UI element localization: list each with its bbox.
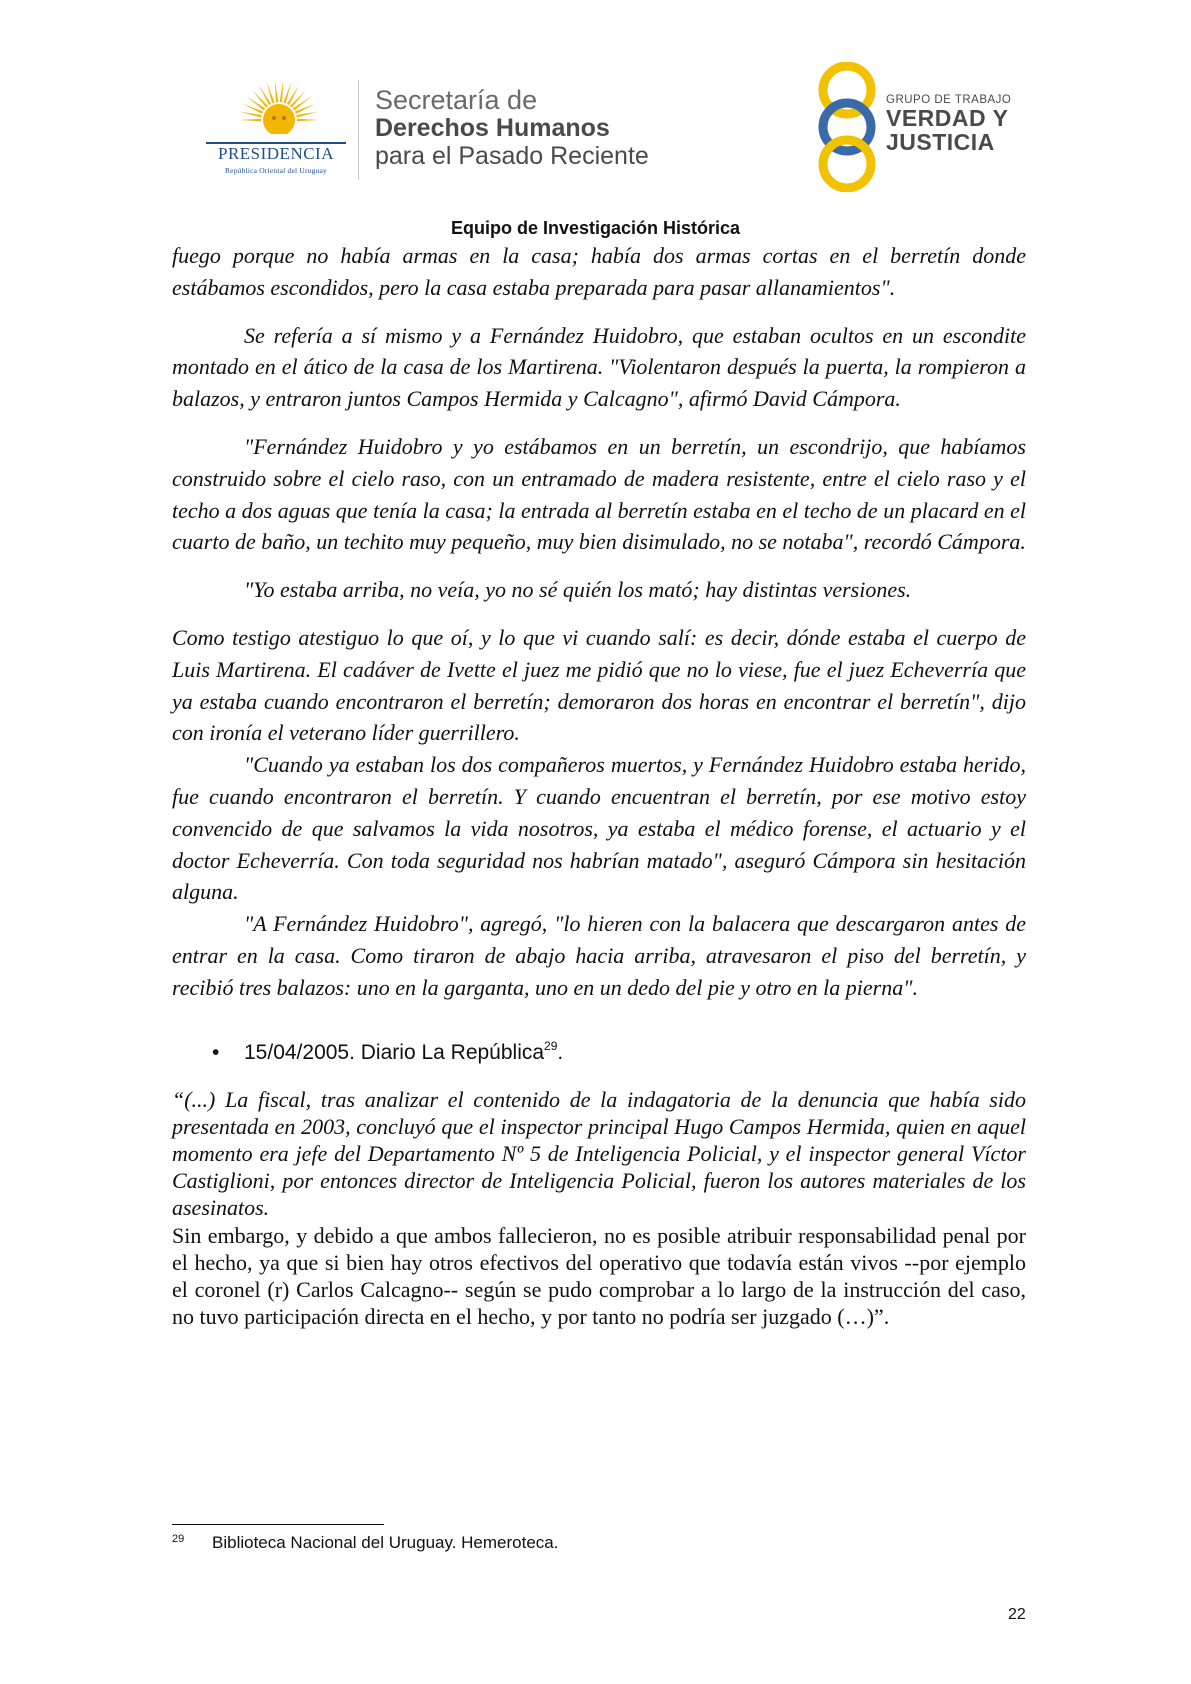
paragraph-6: "Cuando ya estaban los dos compañeros muertos, y Fernández Huidobro estaba herido, fue cuando encontraron el berretín. Y cuando encuentran el berretín, por ese motivo estoy convencido de que salvamos la vida nosotros, ya estaba el médico forense, el actuario y el doctor Echeverría. Con toda seguridad nos habrían matado", aseguró Cámpora sin hesitación alguna. [172, 752, 1026, 905]
bullet-item [172, 1038, 1026, 1068]
sun-ray [287, 85, 299, 105]
sun-ray [280, 80, 284, 102]
presidencia-subtitle: República Oriental del Uruguay [224, 166, 327, 175]
paragraph-2: Se refería a sí mismo y a Fernández Huidobro, que estaban ocultos en un escondite montado en el ático de la casa de los Martirena. "Violentaron después la puerta, la rompieron a balazos, y entraron juntos Campos Hermida y Calcagno", afirmó David Cámpora. [172, 322, 1026, 412]
secretaria-logo-text [375, 86, 649, 170]
bullet-end: . [557, 1040, 564, 1064]
document-body [172, 240, 1026, 1330]
bullet-text: 15/04/2005. Diario La República [244, 1040, 545, 1064]
page-header [0, 0, 1191, 238]
sun-ray [275, 80, 279, 102]
sun-ray [297, 119, 319, 122]
quote-paragraph: “(...) La fiscal, tras analizar el contenido de la indagatoria de la denuncia que había sido presentada en 2003, concluyó que el inspector principal Hugo Campos Hermida, quien en aquel momento era jefe del Departamento Nº 5 de Inteligencia Policial, y el inspector general Víctor Castiglioni, por entonces director de Inteligencia Policial, fueron los autores materiales de los asesinatos. [172, 1086, 1026, 1221]
footnote-number: 29 [172, 1533, 185, 1545]
page-number: 22 [1008, 1606, 1026, 1623]
sun-ray [259, 85, 271, 105]
secretaria-line-1: Secretaría de [375, 85, 538, 115]
footnote-separator [172, 1524, 384, 1525]
presidencia-name: PRESIDENCIA [217, 144, 334, 163]
quote-plain-paragraph: Sin embargo, y debido a que ambos fallecieron, no es posible atribuir responsabilidad penal por el hecho, ya que si bien hay otros efectivos del operativo que todavía están vivos --por ejemplo el coronel (r) Carlos Calcagno-- según se pudo comprobar a lo largo de la instrucción del caso, no tuvo participación directa en el hecho, y por tanto no podría ser juzgado (…)”. [172, 1222, 1026, 1330]
equipo-title: Equipo de Investigación Histórica [450, 218, 741, 238]
footnote [172, 1533, 558, 1553]
footnote-ref: 29 [544, 1038, 558, 1053]
footnote-text: Biblioteca Nacional del Uruguay. Hemeroteca. [212, 1533, 559, 1552]
paragraph-5: Como testigo atestiguo lo que oí, y lo que vi cuando salí: es decir, dónde estaba el cuerpo de Luis Martirena. El cadáver de Ivette el juez me pidió que no lo viese, fue el juez Echeverría que ya estaba cuando encontraron el berretín; demoraron dos horas en encontrar el berretín", dijo con ironía el veterano líder guerrillero. [172, 624, 1026, 746]
paragraph-7: "A Fernández Huidobro", agregó, "lo hieren con la balacera que descargaron antes de entrar en la casa. Como tiraron de abajo hacia arriba, atravesaron el piso del berretín, y recibió tres balazos: uno en la garganta, uno en un dedo del pie y otro en la pierna". [172, 911, 1026, 1000]
header-divider [358, 80, 359, 180]
paragraph-1: fuego porque no había armas en la casa; había dos armas cortas en el berretín donde estábamos escondidos, pero la casa estaba preparada para pasar allanamientos". [172, 243, 1026, 300]
sun-ray [240, 112, 262, 118]
sun-ray [252, 90, 268, 107]
sun-ray [247, 96, 266, 110]
verdad-justicia-logo [812, 62, 1042, 192]
sun-ray [293, 96, 312, 110]
paragraph-4: "Yo estaba arriba, no veía, yo no sé quién los mató; hay distintas versiones. [244, 577, 912, 603]
sun-ray [296, 112, 318, 118]
sun-ray [290, 90, 306, 107]
secretaria-line-2: Derechos Humanos [375, 114, 610, 142]
secretaria-line-3: para el Pasado Reciente [375, 142, 649, 170]
verdad-label: VERDAD Y [886, 105, 1009, 131]
grupo-label: GRUPO DE TRABAJO [886, 94, 1012, 106]
justicia-label: JUSTICIA [886, 129, 995, 155]
rings-icon [812, 62, 882, 192]
presidencia-logo [196, 78, 356, 188]
paragraph-3: "Fernández Huidobro y yo estábamos en un berretín, un escondrijo, que habíamos construido sobre el cielo raso, con un entramado de madera resistente, entre el cielo raso y el techo a dos aguas que tenía la casa; la entrada al berretín estaba en el techo de un placard en el cuarto de baño, un techito muy pequeño, muy bien disimulado, no se notaba", recordó Cámpora. [172, 433, 1026, 555]
sun-ray [239, 119, 261, 122]
bullet-symbol: • [212, 1040, 220, 1064]
verdad-justicia-text [886, 94, 1011, 154]
